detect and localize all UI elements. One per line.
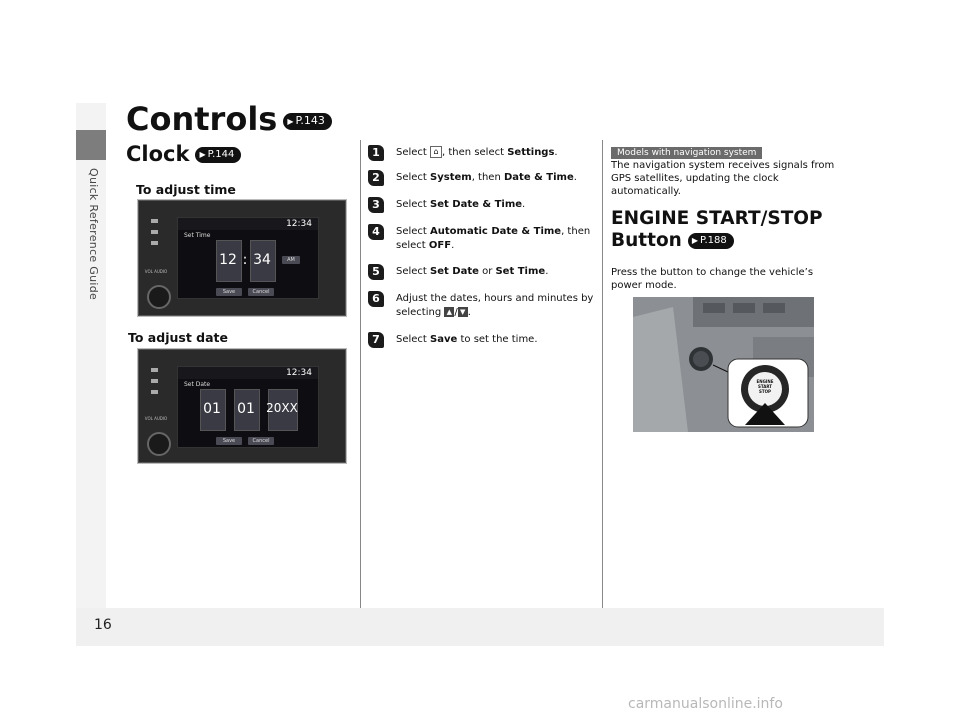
column-divider-left (360, 140, 361, 608)
page-ref-link[interactable] (283, 113, 332, 130)
page-number: 16 (94, 617, 112, 633)
step-number: 5 (368, 264, 384, 280)
step-number: 1 (368, 145, 384, 161)
page-title (126, 100, 332, 138)
step-bold-2: Set Time (495, 266, 546, 277)
step-text-pre: Select (396, 172, 431, 183)
step-bold: Save (430, 334, 458, 345)
side-button-icons (151, 368, 159, 401)
step-text (396, 225, 596, 253)
clock-ref-link[interactable] (195, 147, 241, 163)
footer-band (76, 608, 884, 646)
lcd-clock: 12:34 (286, 219, 312, 229)
engine-ref-text: P.188 (700, 235, 727, 246)
engine-heading (611, 208, 871, 252)
side-label: Quick Reference Guide (87, 168, 100, 301)
colon: : (242, 252, 248, 268)
engine-button-label: ENGINE START STOP (756, 379, 774, 394)
up-arrow-icon: ▲ (444, 307, 454, 317)
step-text (396, 265, 596, 279)
ampm-button[interactable]: AM (282, 256, 300, 264)
date-display-unit (138, 349, 346, 463)
ref-arrow-icon: ▶ (287, 116, 294, 126)
step-bold-2: OFF (428, 240, 452, 251)
time-lcd (177, 217, 319, 299)
navigation-models-badge: Models with navigation system (611, 147, 762, 159)
clock-heading-text: Clock (126, 142, 190, 166)
cancel-button[interactable]: Cancel (248, 437, 274, 445)
lcd-clock: 12:34 (286, 368, 312, 378)
engine-heading-line2 (611, 230, 871, 252)
engine-heading-line1: ENGINE START/STOP (611, 208, 823, 229)
cancel-button[interactable]: Cancel (248, 288, 274, 296)
step-text-post: . (451, 240, 455, 251)
step-text (396, 333, 596, 347)
day-value: 01 (237, 401, 255, 417)
step-text-pre: Select (396, 334, 431, 345)
time-display-unit (138, 200, 346, 316)
adjust-time-label: To adjust time (136, 182, 236, 197)
step-text-post: . (545, 266, 549, 277)
navigation-text: The navigation system receives signals from GPS satellites, updating the clock automatically. (611, 160, 835, 197)
page-title-text: Controls (126, 100, 278, 138)
step-text-pre: Adjust the dates, hours and minutes by selecting (396, 293, 594, 318)
step-number: 4 (368, 224, 384, 240)
step-bold: Set Date (430, 266, 479, 277)
step-number: 6 (368, 291, 384, 307)
step-text-post: to set the time. (457, 334, 538, 345)
step-text-mid: , then select (442, 147, 508, 158)
step-text-pre: Select (396, 266, 431, 277)
month-value: 01 (203, 401, 221, 417)
step-text-pre: Select (396, 147, 431, 158)
step-bold: System (430, 172, 472, 183)
hour-value: 12 (219, 252, 237, 268)
volume-label: VOL AUDIO (144, 416, 168, 421)
sidebar-tab-marker (76, 130, 106, 160)
step-bold: Settings (507, 147, 555, 158)
step-text-post: . (467, 307, 471, 318)
step-text-post: . (554, 147, 558, 158)
step-bold-2: Date & Time (503, 172, 574, 183)
step-bold: Automatic Date & Time (430, 226, 562, 237)
step-text-mid: , then (471, 172, 504, 183)
step-number: 2 (368, 170, 384, 186)
step-bold: Set Date & Time (430, 199, 523, 210)
step-text (396, 146, 596, 160)
step-number: 3 (368, 197, 384, 213)
step-text (396, 171, 596, 185)
dashboard-illustration (633, 297, 814, 432)
step-text-post: . (522, 199, 526, 210)
step-text (396, 198, 596, 212)
ref-arrow-icon: ▶ (691, 236, 698, 245)
home-icon: ⌂ (430, 146, 442, 158)
page-ref-text: P.143 (295, 113, 325, 127)
down-arrow-icon: ▼ (458, 307, 468, 317)
clock-ref-text: P.144 (207, 149, 235, 160)
step-text: Adjust the dates, hours and minutes by selecting ▲ / ▼ . (396, 293, 594, 318)
engine-heading-line2-text: Button (611, 230, 682, 251)
volume-knob[interactable] (147, 432, 171, 456)
volume-label: VOL AUDIO (144, 269, 168, 274)
year-value: 20XX (266, 401, 298, 415)
volume-knob[interactable] (147, 285, 171, 309)
engine-ref-link[interactable] (688, 233, 734, 249)
lcd-title: Set Date (184, 381, 211, 388)
ref-arrow-icon: ▶ (199, 150, 206, 159)
adjust-date-label: To adjust date (128, 330, 228, 345)
save-button[interactable]: Save (216, 288, 242, 296)
side-button-icons (151, 219, 159, 252)
step-text-mid: , then select (396, 226, 591, 251)
column-divider-right (602, 140, 603, 608)
step-text-pre: Select (396, 226, 431, 237)
engine-text: Press the button to change the vehicle’s power mode. (611, 267, 814, 291)
engine-button-photo (633, 297, 814, 432)
step-text-mid: or (478, 266, 496, 277)
save-button[interactable]: Save (216, 437, 242, 445)
minute-value: 34 (253, 252, 271, 268)
lcd-title: Set Time (184, 232, 211, 239)
date-lcd (177, 366, 319, 448)
clock-heading (126, 142, 241, 166)
step-text-pre: Select (396, 199, 431, 210)
step-text-post: . (573, 172, 577, 183)
watermark: carmanualsonline.info (628, 696, 783, 712)
step-number: 7 (368, 332, 384, 348)
